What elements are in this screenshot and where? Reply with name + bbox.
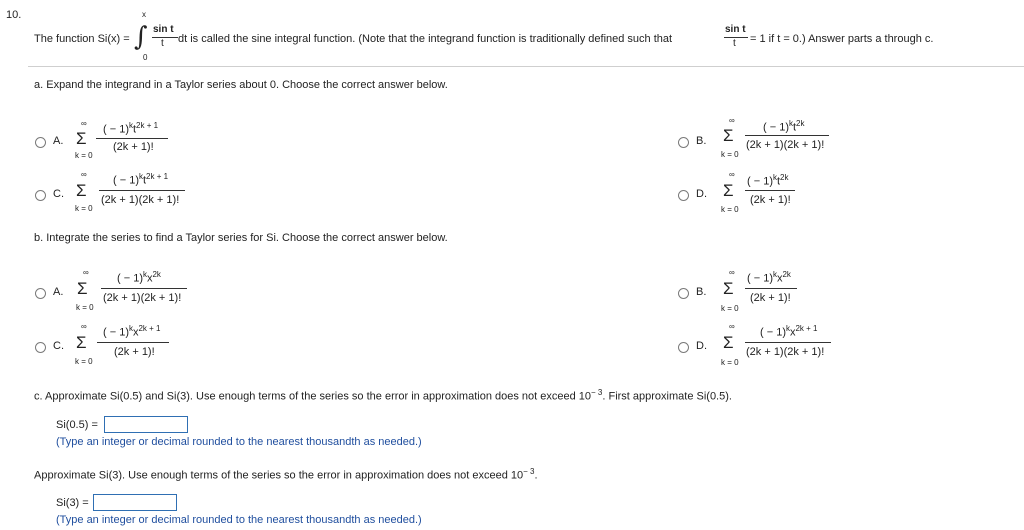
sum-lower: k = 0 xyxy=(721,358,739,367)
denominator: (2k + 1)(2k + 1)! xyxy=(746,346,825,358)
sigma-icon: Σ xyxy=(76,129,87,148)
sigma-icon: Σ xyxy=(723,181,734,200)
note-denominator: t xyxy=(733,38,736,49)
fraction-bar xyxy=(745,288,797,289)
denominator: (2k + 1)(2k + 1)! xyxy=(101,194,180,206)
si05-input[interactable] xyxy=(104,416,188,433)
sum-lower: k = 0 xyxy=(721,304,739,313)
sigma-icon: Σ xyxy=(76,333,87,352)
sigma-icon: Σ xyxy=(723,279,734,298)
sigma-icon: Σ xyxy=(723,333,734,352)
integrand-denominator: t xyxy=(161,38,164,49)
denominator: (2k + 1)! xyxy=(750,194,791,206)
sum-upper: ∞ xyxy=(81,119,87,128)
intro-text-middle: dt is called the sine integral function. (Note that the integrand function is traditionally defined such that xyxy=(178,33,673,45)
problem-number: 10. xyxy=(6,9,22,21)
fraction-bar xyxy=(745,135,829,136)
si3-input[interactable] xyxy=(93,494,177,511)
part-b-radio-d[interactable] xyxy=(678,342,689,353)
part-a-prompt: a. Expand the integrand in a Taylor series about 0. Choose the correct answer below. xyxy=(34,79,448,91)
note-numerator: sin t xyxy=(725,24,746,35)
sum-upper: ∞ xyxy=(83,268,89,277)
intro-text-after: = 1 if t = 0.) Answer parts a through c. xyxy=(750,33,934,45)
numerator: ( − $1)^kx^{2k}$ xyxy=(117,270,161,285)
fraction-bar xyxy=(97,342,169,343)
integral-upper-limit: x xyxy=(142,10,146,19)
sum-lower: k = 0 xyxy=(76,303,94,312)
sum-upper: ∞ xyxy=(81,170,87,179)
integrand-fraction-bar xyxy=(152,37,178,38)
fraction-bar xyxy=(96,138,168,139)
option-letter: B. xyxy=(696,135,707,147)
sum-lower: k = 0 xyxy=(75,357,93,366)
sum-upper: ∞ xyxy=(81,322,87,331)
part-a-radio-d[interactable] xyxy=(678,190,689,201)
denominator: (2k + 1)! xyxy=(750,292,791,304)
sum-upper: ∞ xyxy=(729,170,735,179)
denominator: (2k + 1)! xyxy=(113,141,154,153)
numerator: ( − $1)^kx^{2k}$ xyxy=(747,270,791,285)
option-letter: D. xyxy=(696,188,707,200)
sum-upper: ∞ xyxy=(729,268,735,277)
numerator: ( − $1)^kt^{2k}$ xyxy=(763,119,805,134)
sum-lower: k = 0 xyxy=(721,205,739,214)
fraction-bar xyxy=(745,342,831,343)
numerator: ( − $1)^kt^{2k + 1}$ xyxy=(113,172,169,187)
si3-label: Si(3) = xyxy=(56,497,89,509)
denominator: (2k + 1)! xyxy=(114,346,155,358)
si05-label: Si(0.5) = xyxy=(56,419,98,431)
part-a-radio-a[interactable] xyxy=(35,137,46,148)
part-a-radio-b[interactable] xyxy=(678,137,689,148)
option-letter: A. xyxy=(53,135,64,147)
sum-upper: ∞ xyxy=(729,322,735,331)
si3-hint: (Type an integer or decimal rounded to the nearest thousandth as needed.) xyxy=(56,514,422,526)
part-b-radio-c[interactable] xyxy=(35,342,46,353)
sum-lower: k = 0 xyxy=(75,151,93,160)
part-b-radio-b[interactable] xyxy=(678,288,689,299)
sigma-icon: Σ xyxy=(76,181,87,200)
intro-text-before: The function Si(x) = xyxy=(34,33,130,45)
option-letter: C. xyxy=(53,340,64,352)
option-letter: B. xyxy=(696,286,707,298)
part-b-radio-a[interactable] xyxy=(35,288,46,299)
part-c-prompt: c. Approximate Si(0.5) and Si(3). Use enough terms of the series so the error in approximation does not exceed $10^{- 3}$. First approximate Si(0.5). xyxy=(34,388,732,403)
sum-lower: k = 0 xyxy=(75,204,93,213)
fraction-bar xyxy=(745,190,795,191)
fraction-bar xyxy=(99,190,185,191)
part-a-radio-c[interactable] xyxy=(35,190,46,201)
numerator: ( − $1)^kt^{2k}$ xyxy=(747,173,789,188)
divider xyxy=(28,66,1024,67)
sum-upper: ∞ xyxy=(729,116,735,125)
integrand-numerator: sin t xyxy=(153,24,174,35)
fraction-bar xyxy=(101,288,187,289)
note-fraction-bar xyxy=(724,37,748,38)
numerator: ( − $1)^kx^{2k + 1}$ xyxy=(760,324,818,339)
sigma-icon: Σ xyxy=(77,279,88,298)
part-b-prompt: b. Integrate the series to find a Taylor series for Si. Choose the correct answer below. xyxy=(34,232,448,244)
integral-lower-limit: 0 xyxy=(143,53,148,62)
denominator: (2k + 1)(2k + 1)! xyxy=(103,292,182,304)
si05-hint: (Type an integer or decimal rounded to the nearest thousandth as needed.) xyxy=(56,436,422,448)
option-letter: C. xyxy=(53,188,64,200)
numerator: ( − $1)^kt^{2k + 1}$ xyxy=(103,121,159,136)
denominator: (2k + 1)(2k + 1)! xyxy=(746,139,825,151)
part-c-second-prompt: Approximate Si(3). Use enough terms of the series so the error in approximation does not exceed $10^{- 3}$. xyxy=(34,467,538,482)
integral-icon: ∫ xyxy=(134,22,148,52)
option-letter: D. xyxy=(696,340,707,352)
option-letter: A. xyxy=(53,286,64,298)
sigma-icon: Σ xyxy=(723,126,734,145)
sum-lower: k = 0 xyxy=(721,150,739,159)
numerator: ( − $1)^kx^{2k + 1}$ xyxy=(103,324,161,339)
